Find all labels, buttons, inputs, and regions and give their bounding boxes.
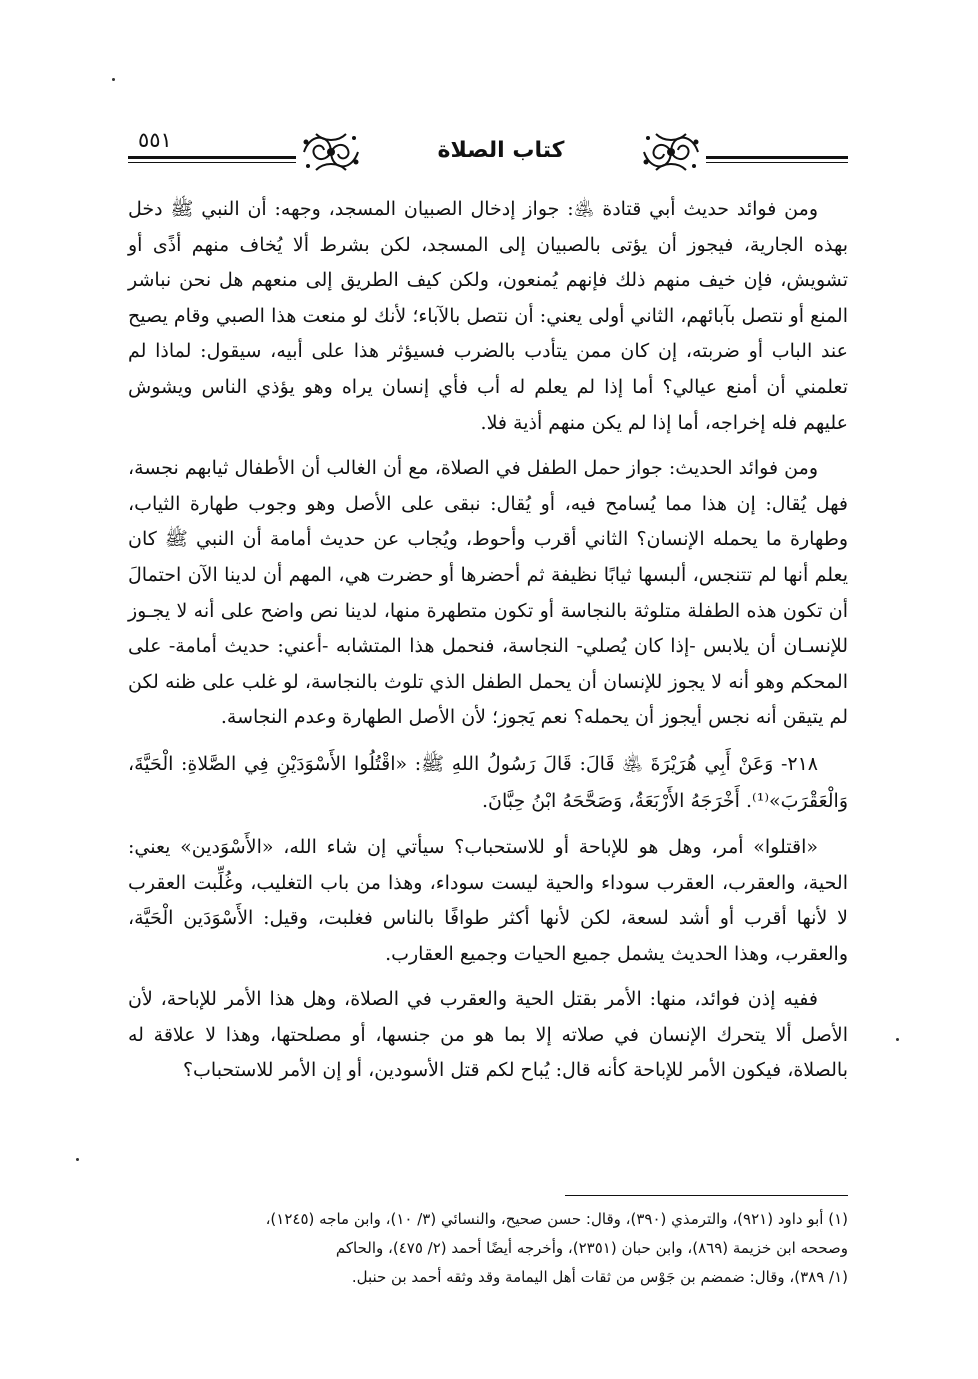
footnote-line: (١/ ٣٨٩)، وقال: ضمضم بن جَوْس من ثقات أهل اليمامة وقد وثقه أحمد بن حنبل. — [351, 1268, 848, 1286]
scan-speck — [112, 78, 115, 81]
left-ornament-icon — [296, 126, 366, 178]
scan-speck — [76, 1158, 79, 1161]
scan-speck — [896, 1038, 899, 1041]
paragraph-benefits-carrying-child: ومن فوائد الحديث: جواز حمل الطفل في الصلاة، مع أن الغالب أن الأطفال ثيابهم نجسة، فهل يُقال: إن هذا مما يُسامح فيه، أو يُقال: نبقى على الأصل وهو وجوب طهارة الثياب، وطهارة ما يحمله الإنسان؟ الثاني أقرب وأحوط، ويُجاب عن حديث أمامة أن النبي ﷺ كان يعلم أنها لم تتنجس، ألبسها ثيابًا نظيفة ثم أحضرها أو حضرت هي، المهم أن لدينا الآن احتمالَ أن تكون هذه الطفلة متلوثة بالنجاسة أو تكون متطهرة منها، لدينا نص واضح على أنه لا يجـوز للإنسـان أن يلابس -إذا كان يُصلي- النجاسة، فنحمل هذا المتشابه -أعني: حديث أمامة- على المحكم وهو أنه لا يجوز للإنسان أن يحمل الطفل الذي تلوث بالنجاسة، لو غلب على ظنه لكن لم يتيقن أنه نجس أيجوز أن يحمله؟ نعم يَجوز؛ لأن الأصل الطهارة وعدم النجاسة. — [128, 457, 848, 729]
paragraph-commentary-benefits: ففيه إذن فوائد، منها: الأمر بقتل الحية والعقرب في الصلاة، وهل هذا الأمر للإباحة، لأن الأصل ألا يتحرك الإنسان في صلاته إلا بما هو من جنسها، أو مصلحتها، وهذا لا علاقة له بالصلاة، فيكون الأمر للإباحة كأنه قال: يُباح لكم قتل الأسودين، أو إن الأمر للاستحباب؟ — [128, 988, 848, 1082]
book-title: كتاب الصلاة — [366, 138, 636, 163]
paragraph-commentary-kill-two-black: «اقتلوا» أمر، وهل هو للإباحة أو للاستحباب؟ سيأتي إن شاء الله، «الأَسْوَدين» يعني: الحية، والعقرب، العقرب سوداء والحية ليست سوداء، وهذا من باب التغليب، وغُلِّبت العقرب لا لأنها أقرب أو أشد لسعة، لكن لأنها أكثر طوافًا بالناس فغلبت، وقيل: الأَسْوَدَين الْحَيَّة، والعقرب، وهذا الحديث يشمل جميع الحيات وجميع العقارب. — [128, 835, 848, 965]
footnote-line: وصححه ابن خزيمة (٨٦٩)، وابن حبان (٢٣٥١)، وأخرجه أيضًا أحمد (٢/ ٤٧٥)، والحاكم — [335, 1239, 848, 1257]
right-ornament-icon — [636, 126, 706, 178]
hadith-218: ٢١٨- وَعَنْ أَبِي هُرَيْرَةَ ﵁ قَالَ: قَالَ رَسُولُ اللهِ ﷺ: «اقْتُلُوا الأَسْوَدَيْنِ فِي الصَّلاةِ: الْحَيَّةَ، وَالْعَقْرَبَ»⁽¹⁾. أَخْرَجَهُ الأَرْبَعَةُ، وَصَحَّحَهُ ابْنُ حِبَّانَ. — [128, 752, 848, 812]
footnote-line: (١) أبو داود (٩٢١)، والترمذي (٣٩٠)، وقال: حسن صحيح، والنسائي (٣/ ١٠)، وابن ماجه (١٢٤٥)، — [265, 1210, 848, 1228]
page-number: ٥٥١ — [132, 128, 178, 152]
page-header — [128, 124, 848, 180]
footnote — [128, 1205, 848, 1292]
paragraph-benefits-children-mosque: ومن فوائد حديث أبي قتادة ﵁: جواز إدخال الصبيان المسجد، وجهه: أن النبي ﷺ دخل بهذه الجارية، فيجوز أن يؤتى بالصبيان إلى المسجد، لكن بشرط ألا يُخاف منهم أذًى أو تشويش، فإن خيف منهم ذلك فإنهم يُمنعون، ولكن كيف الطريق إلى منعهم هل نحن نباشر المنع أو نتصل بآبائهم، الثاني أولى يعني: أن نتصل بالآباء؛ لأنك لو منعت هذا الصبي وقام يصيح عند الباب أو ضربته، إن كان ممن يتأدب بالضرب فسيؤثر هذا على أبيه، سيقول: لماذا لم تعلمني أن أمنع عيالي؟ أما إذا لم يعلم له أب فأي إنسان يراه وهو يؤذي الناس ويشوش عليهم فله إخراجه، أما إذا لم يكن منهم أذية فلا. — [128, 198, 849, 434]
footnote-separator — [565, 1195, 848, 1196]
page-body — [128, 192, 848, 1099]
